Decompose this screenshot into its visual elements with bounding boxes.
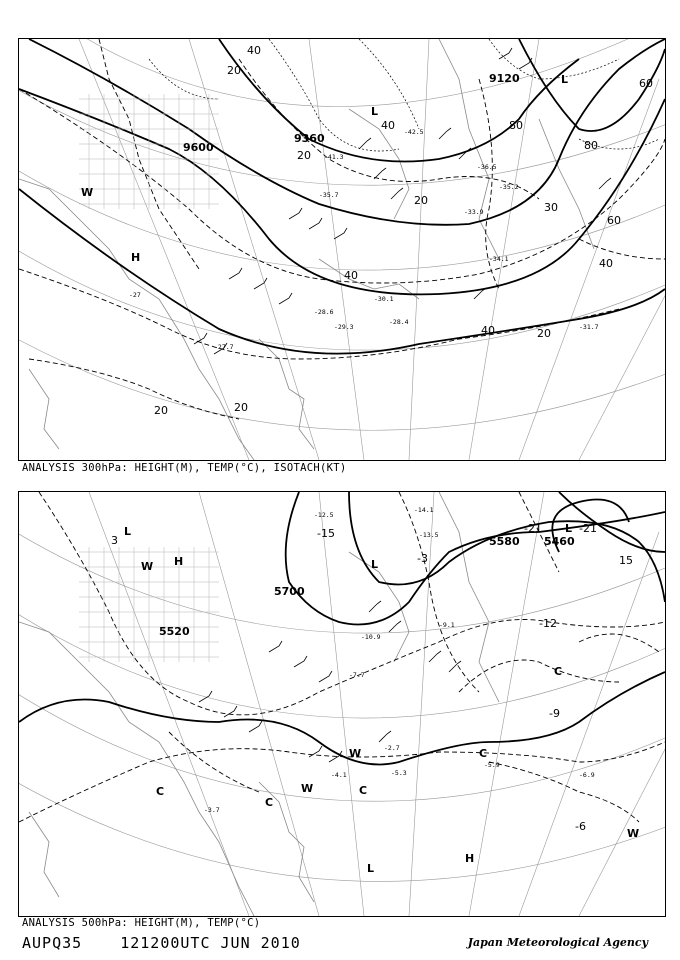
temp-value: -41.3 [324,153,344,161]
isotach-label: 60 [639,77,653,90]
high-center-marker: H [174,555,184,568]
isotach-label: 30 [544,201,558,214]
isotherm-label: -21 [579,522,597,535]
warm-center-marker: W [349,747,362,760]
isotach-label: 40 [247,44,261,57]
pressure-centers [124,522,639,875]
isotherm-label: -6 [575,820,586,833]
cold-center-marker: C [554,665,563,678]
height-label: 9120 [489,72,520,85]
height-label: 5700 [274,585,305,598]
height-label: 5580 [489,535,520,548]
temp-value: -10.9 [361,633,381,641]
temp-value: -9.1 [439,621,455,629]
low-center-marker: L [367,862,375,875]
isotach-label: 40 [344,269,358,282]
temp-value: -27.7 [214,343,234,351]
isotherm-label: -12 [539,617,557,630]
height-label: 5520 [159,625,190,638]
isotherm-label: -15 [317,527,335,540]
coastlines [19,39,594,460]
cold-center-marker: C [479,747,488,760]
high-center-marker: H [131,251,141,264]
temp-value: -36.5 [477,163,497,171]
isotach-label: 40 [381,119,395,132]
height-label: 9360 [294,132,325,145]
temp-value: -34.1 [489,255,509,263]
temp-value: -29.3 [334,323,354,331]
isotach-label: 20 [227,64,241,77]
temp-value: -31.7 [579,323,599,331]
low-center-marker: L [565,522,573,535]
low-center-marker: L [561,73,569,86]
isotach-label: 20 [414,194,428,207]
caption-300hpa: ANALYSIS 300hPa: HEIGHT(M), TEMP(°C), ISOTACH(KT) [22,462,347,474]
isotherm-label: 15 [619,554,633,567]
temp-value: -2.7 [384,744,400,752]
isotach-label: 40 [599,257,613,270]
isotach-label: 20 [297,149,311,162]
isotach-label: 20 [234,401,248,414]
temp-value: -42.5 [404,128,424,136]
analysis-300hpa-map [18,38,666,461]
cold-center-marker: C [156,785,165,798]
isotherms [19,39,665,419]
agency-credit: Japan Meteorological Agency [467,936,648,949]
temp-value: -35.2 [499,183,519,191]
height-label: 9600 [183,141,214,154]
isotach-label: 40 [481,324,495,337]
map-300hpa-canvas [19,39,665,460]
warm-center-marker: W [141,560,154,573]
wind-barbs [199,601,461,762]
height-contours [19,39,665,354]
height-labels [159,535,575,638]
temp-value: -28.4 [389,318,409,326]
temp-value: -33.9 [464,208,484,216]
warm-center-marker: W [81,186,94,199]
cold-center-marker: C [359,784,368,797]
temp-value: -7.7 [349,671,365,679]
isotherm-label: 3 [111,534,118,547]
temp-value: -5.3 [391,769,407,777]
chart-footer [22,934,329,952]
temp-value: -6.9 [579,771,595,779]
caption-500hpa: ANALYSIS 500hPa: HEIGHT(M), TEMP(°C) [22,917,261,929]
temp-value: -5.9 [484,761,500,769]
isotach-label: 20 [537,327,551,340]
temp-value: -30.1 [374,295,394,303]
isotach-label: 60 [607,214,621,227]
isotach-label: 80 [584,139,598,152]
height-labels [183,72,520,154]
isotherm-label: -21 [524,522,542,535]
temp-value: -12.5 [314,511,334,519]
temp-value: -35.7 [319,191,339,199]
graticule [19,39,665,460]
analysis-500hpa-map [18,491,666,917]
temp-value: -28.6 [314,308,334,316]
cold-center-marker: C [265,796,274,809]
height-label: 5460 [544,535,575,548]
temp-value: -14.1 [414,506,434,514]
isotherm-label: -9 [549,707,560,720]
map-500hpa-canvas [19,492,665,916]
temp-values [204,506,595,814]
low-center-marker: L [371,105,379,118]
temp-value: -3.7 [204,806,220,814]
warm-center-marker: W [301,782,314,795]
valid-time: 121200UTC JUN 2010 [120,934,301,952]
isotach-label: 80 [509,119,523,132]
isotherm-label: -3 [417,552,428,565]
warm-center-marker: W [627,827,640,840]
isotach-label: 20 [154,404,168,417]
temp-value: -4.1 [331,771,347,779]
chart-code: AUPQ35 [22,934,83,952]
low-center-marker: L [371,558,379,571]
temp-value: -13.5 [419,531,439,539]
temp-value: -27 [129,291,141,299]
low-center-marker: L [124,525,132,538]
high-center-marker: H [465,852,475,865]
